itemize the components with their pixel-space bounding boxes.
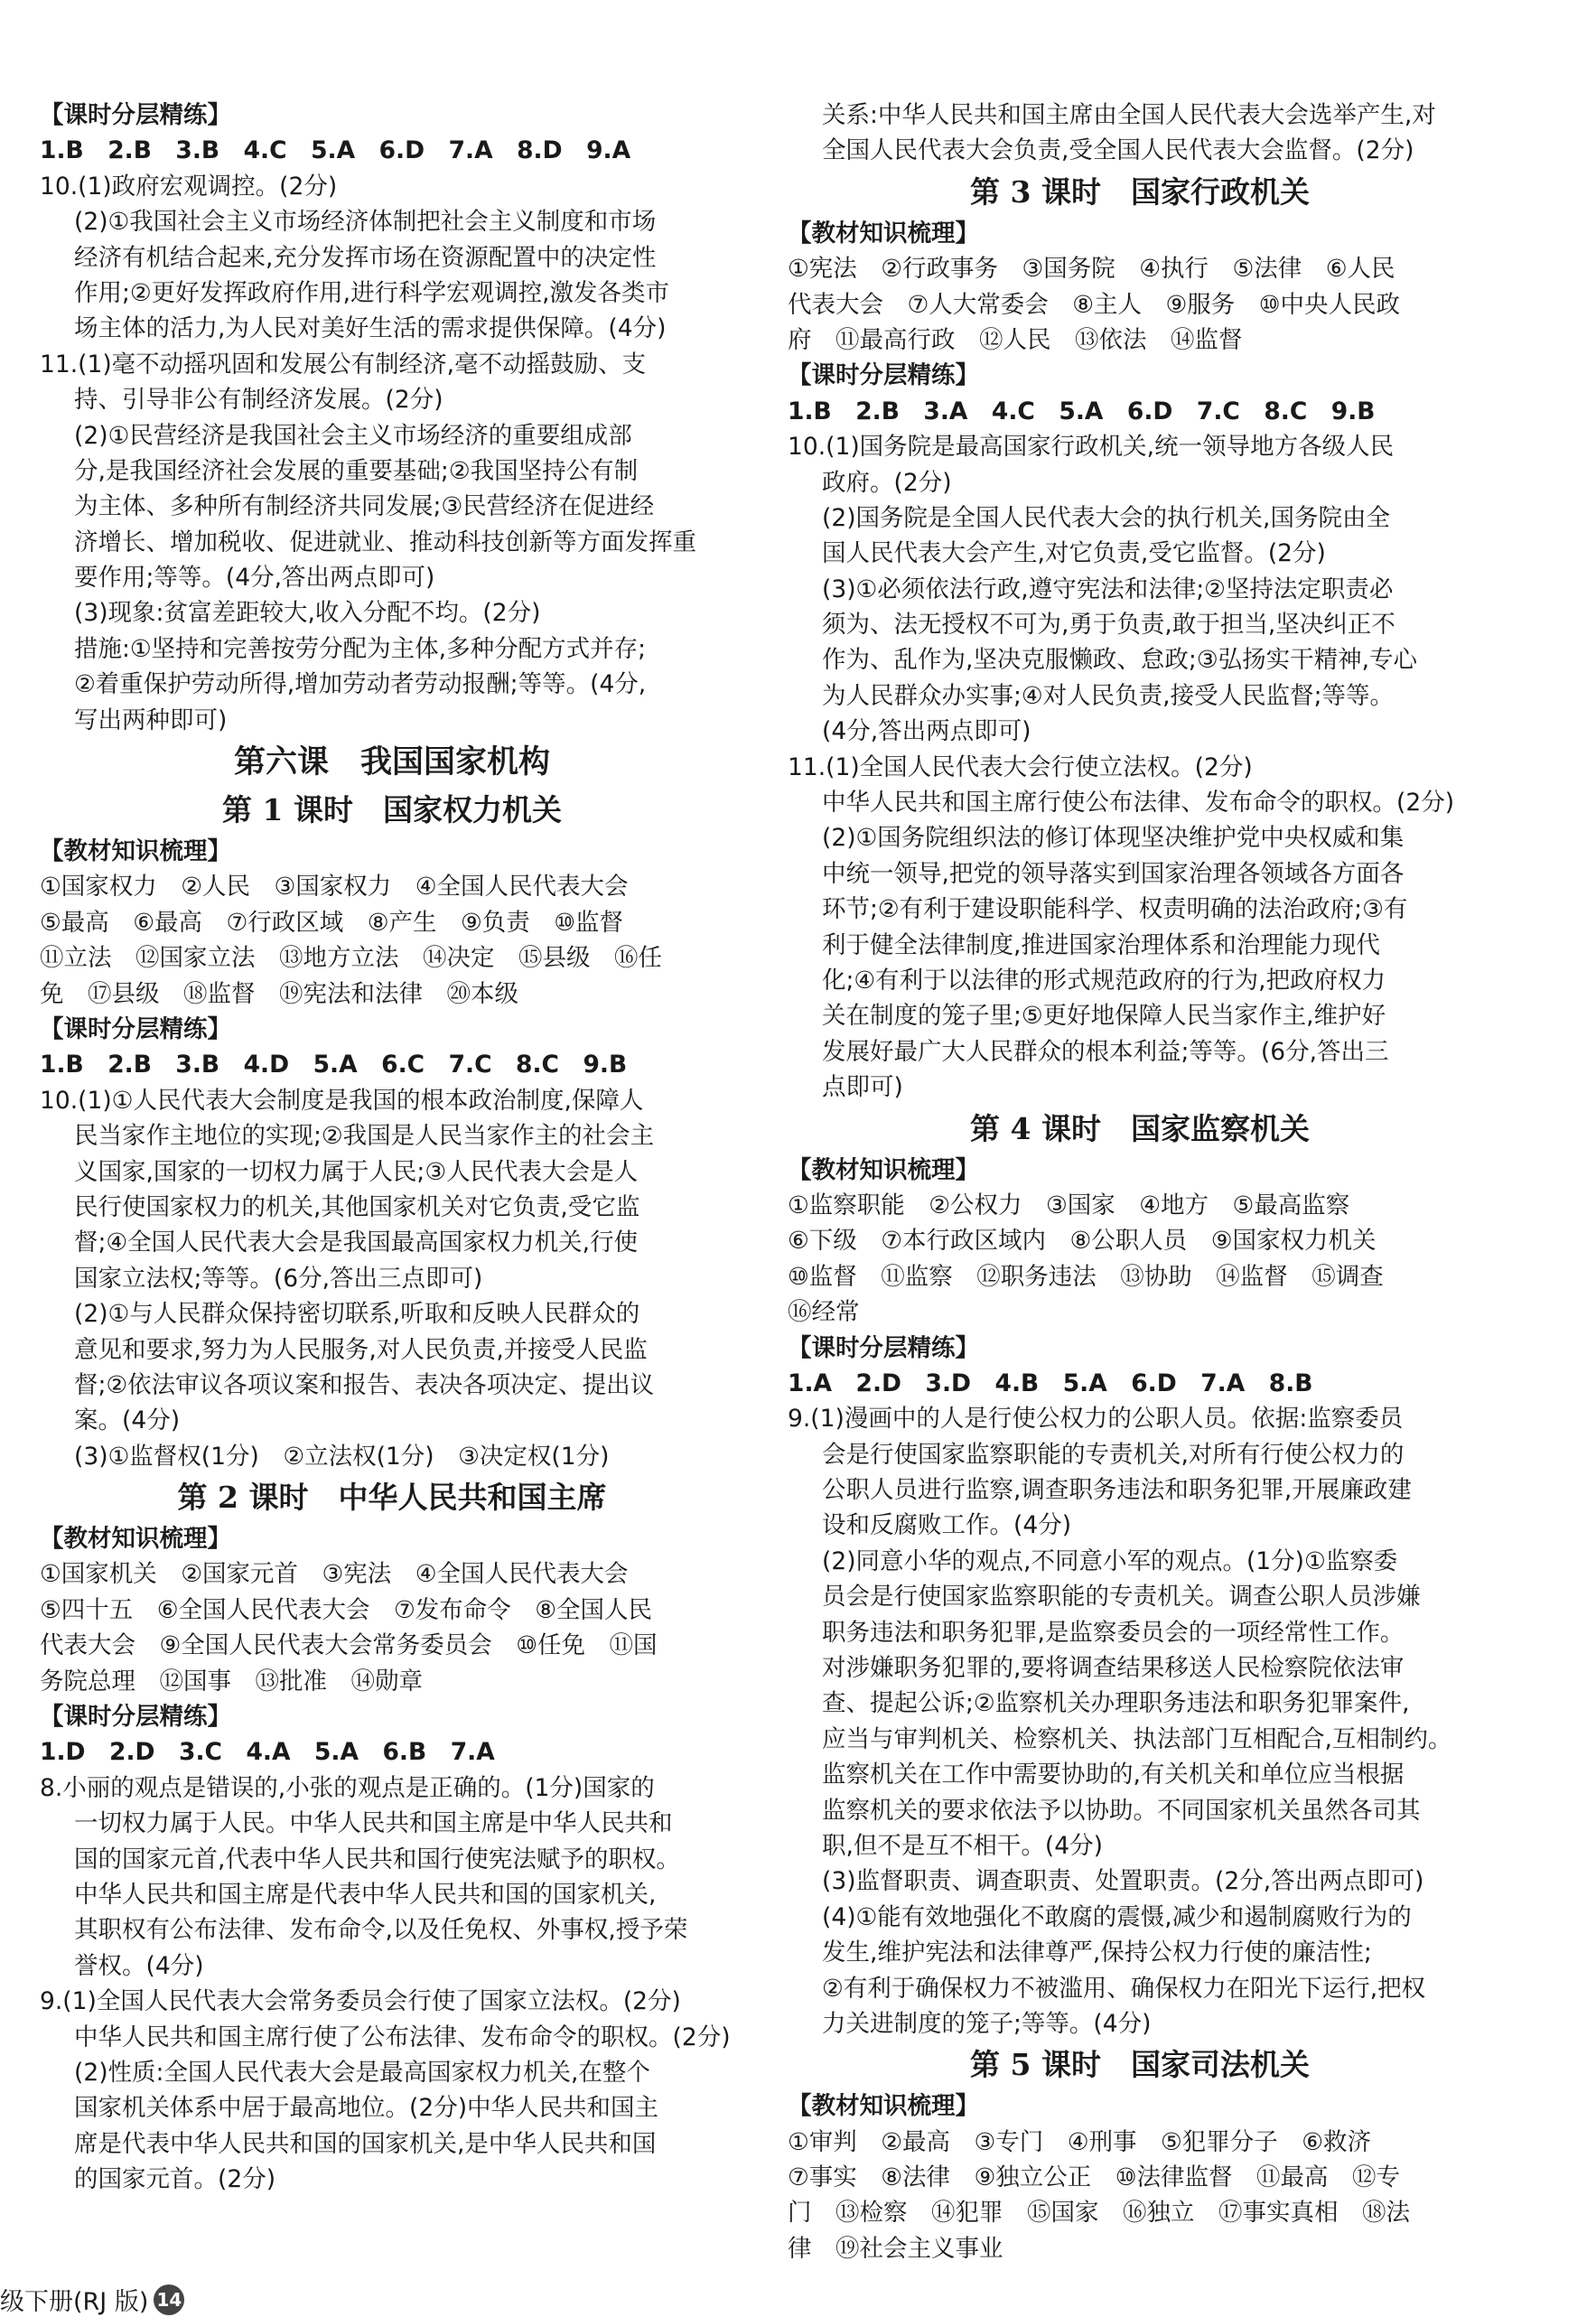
text-line: 免 ⑰县级 ⑱监督 ⑲宪法和法律 ⑳本级	[40, 979, 518, 1008]
text-line-indented: 写出两种即可)	[74, 705, 228, 734]
text-line-indented: 应当与审判机关、检察机关、执法部门互相配合,互相制约。	[822, 1724, 1452, 1753]
text-line: 10.(1)政府宏观调控。(2分)	[40, 172, 338, 201]
text-line: 务院总理 ⑫国事 ⑬批准 ⑭勋章	[40, 1667, 423, 1696]
text-line-indented: (2)①国务院组织法的修订体现坚决维护党中央权威和集	[822, 824, 1405, 853]
left-column	[40, 98, 744, 2197]
section-heading: 【教材知识梳理】	[788, 1155, 979, 1184]
text-line: ⑤四十五 ⑥全国人民代表大会 ⑦发布命令 ⑧全国人民	[40, 1595, 653, 1624]
section-heading: 【教材知识梳理】	[788, 219, 979, 248]
text-line-indented: 作用;②更好发挥政府作用,进行科学宏观调控,激发各类市	[74, 278, 670, 307]
text-line-indented: 场主体的活力,为人民对美好生活的需求提供保障。(4分)	[74, 314, 667, 343]
lesson-title: 第 5 课时 国家司法机关	[970, 2047, 1310, 2083]
text-line-indented: 席是代表中华人民共和国的国家机关,是中华人民共和国	[74, 2129, 657, 2158]
text-line-indented: 持、引导非公有制经济发展。(2分)	[74, 386, 443, 415]
text-line-indented: 会是行使国家监察职能的专责机关,对所有行使公权力的	[822, 1440, 1405, 1469]
text-line-indented: 济增长、增加税收、促进就业、推动科技创新等方面发挥重	[74, 528, 696, 556]
lesson-title: 第 1 课时 国家权力机关	[222, 792, 562, 828]
text-line-indented: 为人民群众办实事;④对人民负责,接受人民监督;等等。	[822, 681, 1395, 710]
text-line-indented: 对涉嫌职务犯罪的,要将调查结果移送人民检察院依法审	[822, 1654, 1405, 1683]
text-line-indented: 作为、乱作为,坚决克服懒政、怠政;③弘扬实干精神,专心	[822, 646, 1418, 675]
text-line-indented: (2)①与人民群众保持密切联系,听取和反映人民群众的	[74, 1300, 640, 1329]
text-line-indented: 政府。(2分)	[822, 468, 952, 497]
text-line-indented: 职务违法和职务犯罪,是监察委员会的一项经常性工作。	[822, 1618, 1405, 1647]
text-line: 律 ⑲社会主义事业	[788, 2234, 1003, 2263]
text-line-indented: (4分,答出两点即可)	[822, 717, 1031, 746]
text-line-indented: (2)性质:全国人民代表大会是最高国家权力机关,在整个	[74, 2058, 650, 2087]
text-line-indented: 查、提起公诉;②监察机关办理职务违法和职务犯罪案件,	[822, 1689, 1410, 1718]
text-line-indented: ②有利于确保权力不被滥用、确保权力在阳光下运行,把权	[822, 1974, 1426, 2003]
text-line-indented: 义国家,国家的一切权力属于人民;③人民代表大会是人	[74, 1157, 639, 1186]
text-line-indented: 关系:中华人民共和国主席由全国人民代表大会选举产生,对	[822, 101, 1436, 129]
text-line-indented: 的国家元首。(2分)	[74, 2165, 276, 2194]
section-heading: 【教材知识梳理】	[788, 2092, 979, 2121]
text-line: 代表大会 ⑨全国人民代表大会常务委员会 ⑩任免 ⑪国	[40, 1631, 658, 1660]
text-line: 8.小丽的观点是错误的,小张的观点是正确的。(1分)国家的	[40, 1773, 655, 1802]
answer-key-line: 1.A 2.D 3.D 4.B 5.A 6.D 7.A 8.B	[788, 1369, 1313, 1397]
text-line: ①审判 ②最高 ③专门 ④刑事 ⑤犯罪分子 ⑥救济	[788, 2127, 1372, 2156]
text-line-indented: 点即可)	[822, 1073, 903, 1102]
right-column	[788, 98, 1492, 2266]
text-line-indented: 监察机关的要求依法予以协助。不同国家机关虽然各司其	[822, 1796, 1421, 1825]
text-line-indented: 中华人民共和国主席是代表中华人民共和国的国家机关,	[74, 1880, 657, 1909]
text-line-indented: 监察机关在工作中需要协助的,有关机关和单位应当根据	[822, 1761, 1405, 1789]
text-line-indented: 化;④有利于以法律的形式规范政府的行为,把政府权力	[822, 966, 1386, 995]
text-line-indented: 设和反腐败工作。(4分)	[822, 1511, 1072, 1540]
text-line-indented: 利于健全法律制度,推进国家治理体系和治理能力现代	[822, 930, 1380, 959]
text-line: 10.(1)①人民代表大会制度是我国的根本政治制度,保障人	[40, 1086, 644, 1115]
text-line-indented: 意见和要求,努力为人民服务,对人民负责,并接受人民监	[74, 1335, 648, 1364]
answer-key-line: 1.D 2.D 3.C 4.A 5.A 6.B 7.A	[40, 1738, 495, 1767]
text-line-indented: ②着重保护劳动所得,增加劳动者劳动报酬;等等。(4分,	[74, 670, 647, 699]
text-line: ①国家权力 ②人民 ③国家权力 ④全国人民代表大会	[40, 873, 629, 902]
text-line-indented: 誉权。(4分)	[74, 1951, 204, 1980]
text-line: ⑪立法 ⑫国家立法 ⑬地方立法 ⑭决定 ⑮县级 ⑯任	[40, 944, 662, 973]
text-line-indented: 员会是行使国家监察职能的专责机关。调查公职人员涉嫌	[822, 1583, 1421, 1612]
text-line-indented: (3)①必须依法行政,遵守宪法和法律;②坚持法定职责必	[822, 575, 1394, 603]
section-heading: 【课时分层精练】	[788, 1333, 979, 1362]
page-number-badge: 14	[154, 2284, 184, 2315]
lesson-title: 第 2 课时 中华人民共和国主席	[177, 1480, 607, 1516]
text-line-indented: 关在制度的笼子里;⑤更好地保障人民当家作主,维护好	[822, 1002, 1386, 1031]
text-line: 10.(1)国务院是最高国家行政机关,统一领导地方各级人民	[788, 433, 1395, 462]
text-line-indented: (3)①监督权(1分) ②立法权(1分) ③决定权(1分)	[74, 1442, 610, 1471]
lesson-title: 第 4 课时 国家监察机关	[970, 1110, 1310, 1146]
text-line: ①宪法 ②行政事务 ③国务院 ④执行 ⑤法律 ⑥人民	[788, 255, 1395, 284]
text-line-indented: 力关进制度的笼子;等等。(4分)	[822, 2009, 1152, 2038]
text-line-indented: 民行使国家权力的机关,其他国家机关对它负责,受它监	[74, 1192, 640, 1221]
text-line-indented: 国家立法权;等等。(6分,答出三点即可)	[74, 1264, 483, 1293]
text-line-indented: 国的国家元首,代表中华人民共和国行使宪法赋予的职权。	[74, 1845, 680, 1873]
text-line: 9.(1)全国人民代表大会常务委员会行使了国家立法权。(2分)	[40, 1987, 681, 2016]
text-line: 府 ⑪最高行政 ⑫人民 ⑬依法 ⑭监督	[788, 325, 1243, 354]
section-heading: 【教材知识梳理】	[40, 837, 231, 866]
answer-key-line: 1.B 2.B 3.B 4.D 5.A 6.C 7.C 8.C 9.B	[40, 1051, 628, 1079]
text-line: ⑥下级 ⑦本行政区域内 ⑧公职人员 ⑨国家权力机关	[788, 1227, 1377, 1256]
text-line: ①国家机关 ②国家元首 ③宪法 ④全国人民代表大会	[40, 1560, 629, 1589]
text-line: 9.(1)漫画中的人是行使公权力的公职人员。依据:监察委员	[788, 1405, 1404, 1434]
text-line-indented: 国人民代表大会产生,对它负责,受它监督。(2分)	[822, 539, 1326, 568]
text-line-indented: 全国人民代表大会负责,受全国人民代表大会监督。(2分)	[822, 136, 1414, 165]
text-line-indented: (2)同意小华的观点,不同意小军的观点。(1分)①监察委	[822, 1546, 1398, 1575]
text-line-indented: 措施:①坚持和完善按劳分配为主体,多种分配方式并存;	[74, 634, 647, 663]
text-line-indented: 中统一领导,把党的领导落实到国家治理各领域各方面各	[822, 859, 1405, 888]
section-heading: 【课时分层精练】	[40, 101, 231, 129]
text-line-indented: (4)①能有效地强化不敢腐的震慑,减少和遏制腐败行为的	[822, 1902, 1412, 1931]
text-line: 代表大会 ⑦人大常委会 ⑧主人 ⑨服务 ⑩中央人民政	[788, 290, 1401, 319]
footer-book-label: 级下册(RJ 版)	[0, 2288, 149, 2316]
text-line-indented: 督;④全国人民代表大会是我国最高国家权力机关,行使	[74, 1229, 639, 1257]
text-line: ⑦事实 ⑧法律 ⑨独立公正 ⑩法律监督 ⑪最高 ⑫专	[788, 2163, 1401, 2192]
text-line-indented: 督;②依法审议各项议案和报告、表决各项决定、提出议	[74, 1370, 655, 1399]
text-line-indented: 经济有机结合起来,充分发挥市场在资源配置中的决定性	[74, 243, 657, 272]
text-line-indented: 国家机关体系中居于最高地位。(2分)中华人民共和国主	[74, 2094, 659, 2123]
text-line: ⑤最高 ⑥最高 ⑦行政区域 ⑧产生 ⑨负责 ⑩监督	[40, 908, 624, 937]
text-line-indented: (3)监督职责、调查职责、处置职责。(2分,答出两点即可)	[822, 1867, 1424, 1896]
text-line-indented: 分,是我国经济社会发展的重要基础;②我国坚持公有制	[74, 456, 639, 485]
text-line-indented: 公职人员进行监察,调查职务违法和职务犯罪,开展廉政建	[822, 1476, 1412, 1505]
text-line: 11.(1)全国人民代表大会行使立法权。(2分)	[788, 752, 1253, 781]
text-line-indented: 一切权力属于人民。中华人民共和国主席是中华人民共和	[74, 1809, 673, 1838]
chapter-title: 第六课 我国国家机构	[233, 743, 550, 781]
text-line-indented: 为主体、多种所有制经济共同发展;③民营经济在促进经	[74, 492, 655, 521]
section-heading: 【课时分层精练】	[788, 361, 979, 390]
text-line-indented: (2)①民营经济是我国社会主义市场经济的重要组成部	[74, 421, 632, 450]
text-line-indented: 职,但不是互不相干。(4分)	[822, 1831, 1103, 1860]
text-line-indented: 环节;②有利于建设职能科学、权责明确的法治政府;③有	[822, 895, 1408, 924]
section-heading: 【教材知识梳理】	[40, 1525, 231, 1554]
text-line-indented: 民当家作主地位的实现;②我国是人民当家作主的社会主	[74, 1122, 655, 1151]
text-line-indented: (2)国务院是全国人民代表大会的执行机关,国务院由全	[822, 503, 1390, 532]
text-line-indented: 发展好最广大人民群众的根本利益;等等。(6分,答出三	[822, 1037, 1389, 1066]
text-line: 门 ⑬检察 ⑭犯罪 ⑮国家 ⑯独立 ⑰事实真相 ⑱法	[788, 2199, 1410, 2228]
text-line-indented: (3)现象:贫富差距较大,收入分配不均。(2分)	[74, 599, 541, 628]
text-line-indented: (2)①我国社会主义市场经济体制把社会主义制度和市场	[74, 208, 657, 237]
lesson-title: 第 3 课时 国家行政机关	[970, 173, 1310, 210]
answer-key-line: 1.B 2.B 3.B 4.C 5.A 6.D 7.A 8.D 9.A	[40, 136, 631, 165]
page-footer	[0, 2282, 184, 2317]
text-line-indented: 要作用;等等。(4分,答出两点即可)	[74, 564, 435, 593]
text-line-indented: 发生,维护宪法和法律尊严,保持公权力行使的廉洁性;	[822, 1939, 1372, 1967]
section-heading: 【课时分层精练】	[40, 1014, 231, 1043]
text-line-indented: 其职权有公布法律、发布命令,以及任免权、外事权,授予荣	[74, 1916, 688, 1945]
text-line: 11.(1)毫不动摇巩固和发展公有制经济,毫不动摇鼓励、支	[40, 350, 647, 378]
text-line-indented: 案。(4分)	[74, 1406, 181, 1435]
answer-key-line: 1.B 2.B 3.A 4.C 5.A 6.D 7.C 8.C 9.B	[788, 397, 1376, 425]
text-line-indented: 中华人民共和国主席行使了公布法律、发布命令的职权。(2分)	[74, 2023, 731, 2051]
text-line: ⑩监督 ⑪监察 ⑫职务违法 ⑬协助 ⑭监督 ⑮调查	[788, 1262, 1384, 1291]
text-line-indented: 中华人民共和国主席行使公布法律、发布命令的职权。(2分)	[822, 789, 1455, 817]
section-heading: 【课时分层精练】	[40, 1703, 231, 1732]
text-line: ①监察职能 ②公权力 ③国家 ④地方 ⑤最高监察	[788, 1191, 1350, 1219]
text-line: ⑯经常	[788, 1298, 860, 1327]
text-line-indented: 须为、法无授权不可为,勇于负责,敢于担当,坚决纠正不	[822, 611, 1395, 640]
